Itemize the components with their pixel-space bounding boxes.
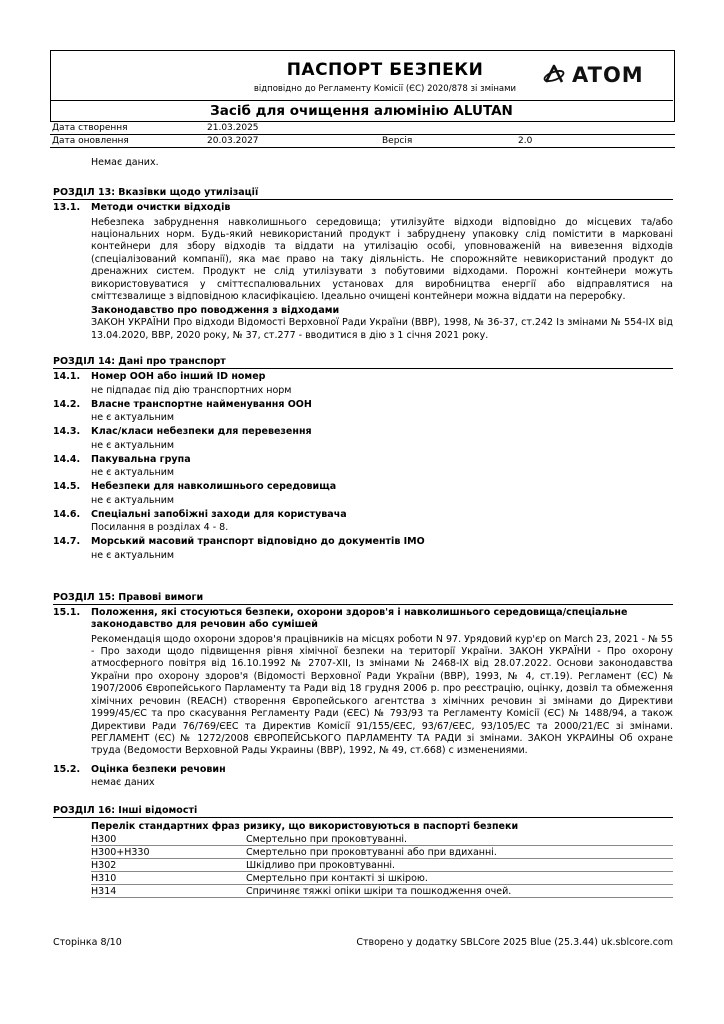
section-number: 14.3.: [53, 426, 81, 438]
transport-item-heading: [53, 481, 673, 494]
hazard-phrase-row: [53, 859, 673, 872]
page-number: Сторінка 8/10: [53, 937, 122, 948]
hazard-code: H310: [91, 873, 117, 885]
generator-note: Створено у додатку SBLCore 2025 Blue (25.3.44) uk.sblcore.com: [356, 937, 673, 948]
section-heading: Спеціальні запобіжні заходи для користувача: [91, 508, 347, 520]
transport-item-heading: [53, 371, 673, 384]
section-13-1-heading: [53, 202, 673, 215]
section-heading: Пакувальна група: [91, 453, 191, 465]
created-row: [50, 122, 675, 135]
hazard-text: Смертельно при проковтуванні.: [246, 834, 408, 846]
hazard-text: Смертельно при проковтуванні або при вдиханні.: [246, 847, 497, 859]
disposal-methods-text: Небезпека забруднення навколишнього середовища; утилізуйте відходи відповідно до місцевих та/або національних норм. Будь-який невикористаний продукт і забруднену упаковку слід помістити в марковані контейнери для збору відходів та віддати на утилізацію особі, уповноваженій на вивезення відходів (спеціалізований компанії), яка має право на таку діяльність. Не спорожняйте невикористаний продукт до дренажних систем. Продукт не слід утилізувати з побутовими відходами. Порожні контейнери можуть використовуватися у сміттєспалювальних установах для виробництва енергії або відправлятися на сміттєзвалище з відповідною класифікацією. Ідеально очищені контейнери можна віддати на переробку.: [91, 216, 673, 302]
waste-law-title: Законодавство про поводження з відходами: [91, 305, 340, 317]
hazard-code: H300+H330: [91, 847, 150, 859]
transport-item-heading: [53, 509, 673, 522]
hazard-phrase-row: [53, 872, 673, 885]
created-label: Дата створення: [52, 123, 128, 133]
section-heading: Клас/класи небезпеки для перевезення: [91, 426, 312, 438]
hazard-code: H300: [91, 834, 117, 846]
section-number: 14.2.: [53, 398, 81, 410]
hazard-code: H314: [91, 886, 117, 898]
document-title: ПАСПОРТ БЕЗПЕКИ: [286, 60, 484, 80]
updated-value: 20.03.2027: [207, 136, 259, 146]
transport-item-value: не є актуальним: [91, 549, 175, 561]
section-heading: Власне транспортне найменування ООН: [91, 398, 312, 410]
section-number: 15.1.: [53, 606, 81, 618]
section-number: 14.1.: [53, 371, 81, 383]
section-heading: Морський масовий транспорт відповідно до документів IMO: [91, 536, 425, 548]
document-header: [50, 50, 674, 146]
updated-label: Дата оновлення: [52, 136, 129, 146]
hazard-phrase-row: [53, 846, 673, 859]
section-number: 14.5.: [53, 481, 81, 493]
section-15-2-heading: [53, 764, 673, 777]
section-heading: Номер ООН або інший ID номер: [91, 371, 266, 383]
transport-item-value: не є актуальним: [91, 494, 175, 506]
waste-law-text: ЗАКОН УКРАЇНИ Про відходи Відомості Верховної Ради України (ВВР), 1998, № 36-37, ст.242 Із змінами № 554-IX від 13.04.2020, ВВР, 2020 року, № 37, ст.277 - вводитися в дію з 1 січня 2021 року.: [91, 317, 673, 341]
section-heading: Оцінка безпеки речовин: [91, 763, 226, 775]
transport-item-value: не є актуальним: [91, 439, 175, 451]
transport-item-value: не є актуальним: [91, 412, 175, 424]
transport-item-heading: [53, 399, 673, 412]
logo-text: ATOM: [572, 63, 644, 86]
transport-item-heading: [53, 454, 673, 467]
section-number: 13.1.: [53, 202, 81, 213]
section-heading: Методи очистки відходів: [91, 202, 231, 213]
hazard-text: Шкідливо при проковтуванні.: [246, 860, 396, 872]
metadata-table: [50, 121, 675, 148]
version-value: 2.0: [518, 136, 533, 146]
version-label: Версія: [382, 136, 413, 146]
transport-item-heading: [53, 426, 673, 439]
section-number: 14.7.: [53, 536, 81, 548]
safety-assessment-value: немає даних: [91, 777, 155, 789]
intro-text: Немає даних.: [91, 157, 159, 168]
section-13-title: РОЗДІЛ 13: Вказівки щодо утилізації: [53, 187, 673, 200]
transport-item-value: Посилання в розділах 4 - 8.: [91, 522, 229, 534]
section-16-title: РОЗДІЛ 16: Інші відомості: [53, 805, 673, 818]
transport-item-heading: [53, 536, 673, 549]
section-15-1-heading: [53, 607, 673, 632]
product-name: Засіб для очищення алюмінію ALUTAN: [50, 100, 673, 121]
transport-list: [53, 371, 673, 562]
hazard-phrase-row: [53, 833, 673, 846]
hazard-code: H302: [91, 860, 117, 872]
hazard-text: Спричиняє тяжкі опіки шкіри та пошкодження очей.: [246, 886, 512, 898]
atom-logo: [542, 60, 672, 86]
document-subtitle: відповідно до Регламенту Комісії (ЄС) 2020/878 зі змінами: [253, 84, 517, 94]
phrases-list-title: Перелік стандартних фраз ризику, що використовуються в паспорті безпеки: [91, 821, 519, 833]
hazard-phrase-row: [53, 885, 673, 898]
updated-row: [50, 135, 675, 148]
transport-item-value: не підпадає під дію транспортних норм: [91, 384, 292, 396]
section-number: 15.2.: [53, 763, 81, 775]
hazard-text: Смертельно при контакті зі шкірою.: [246, 873, 428, 885]
section-15-title: РОЗДІЛ 15: Правові вимоги: [53, 592, 673, 605]
document-body: [53, 156, 673, 898]
section-number: 14.4.: [53, 453, 81, 465]
section-14-title: РОЗДІЛ 14: Дані про транспорт: [53, 356, 673, 369]
transport-item-value: не є актуальним: [91, 467, 175, 479]
section-heading: Положення, які стосуються безпеки, охорони здоров'я і навколишнього середовища/спеціальне законодавство для речовин або сумішей: [91, 606, 628, 631]
row-divider: [91, 897, 673, 898]
hazard-phrases-table: [53, 833, 673, 898]
section-number: 14.6.: [53, 508, 81, 520]
created-value: 21.03.2025: [207, 123, 259, 133]
section-heading: Небезпеки для навколишнього середовища: [91, 481, 337, 493]
regulations-text: Рекомендація щодо охорони здоров'я працівників на місцях роботи N 97. Урядовий кур'єр on March 23, 2021 - № 55 - Про заходи щодо підвищення рівня хімічної безпеки на території України. ЗАКОН УКРАЇНИ - Про охорону атмосферного повітря від 16.10.1992 № 2707-XII, Із змінами № 2468-IX від 28.07.2022. Основи законодавства України про охорону здоров'я (Відомості Верховної Ради України (ВВР), 1993, № 4, ст.19). Регламент (ЄС) № 1907/2006 Європейського Парламенту та Ради від 18 грудня 2006 р. про реєстрацію, оцінку, дозвіл та обмеження хімічних речовин (REACH) створення Європейського агентства з хімічних речовин зі змінами до Директиви 1999/45/ЄС та про скасування Регламенту Ради (ЄЕС) № 793/93 та Регламенту Комісії (ЄС) № 1488/94, а також Директиви Ради 76/769/ЄЕС та Директив Комісії 91/155/ЄЕС, 93/67/ЄЕС, 93/105/ЕС та 2000/21/ЕС зі змінами. РЕГЛАМЕНТ (ЄС) № 1272/2008 ЄВРОПЕЙСЬКОГО ПАРЛАМЕНТУ ТА РАДИ зі змінами. ЗАКОН УКРАИНЫ Об охране труда (Ведомости Верховной Рады Украины (ВВР), 1992, № 49, ст.668) с изменениями.: [91, 633, 673, 757]
